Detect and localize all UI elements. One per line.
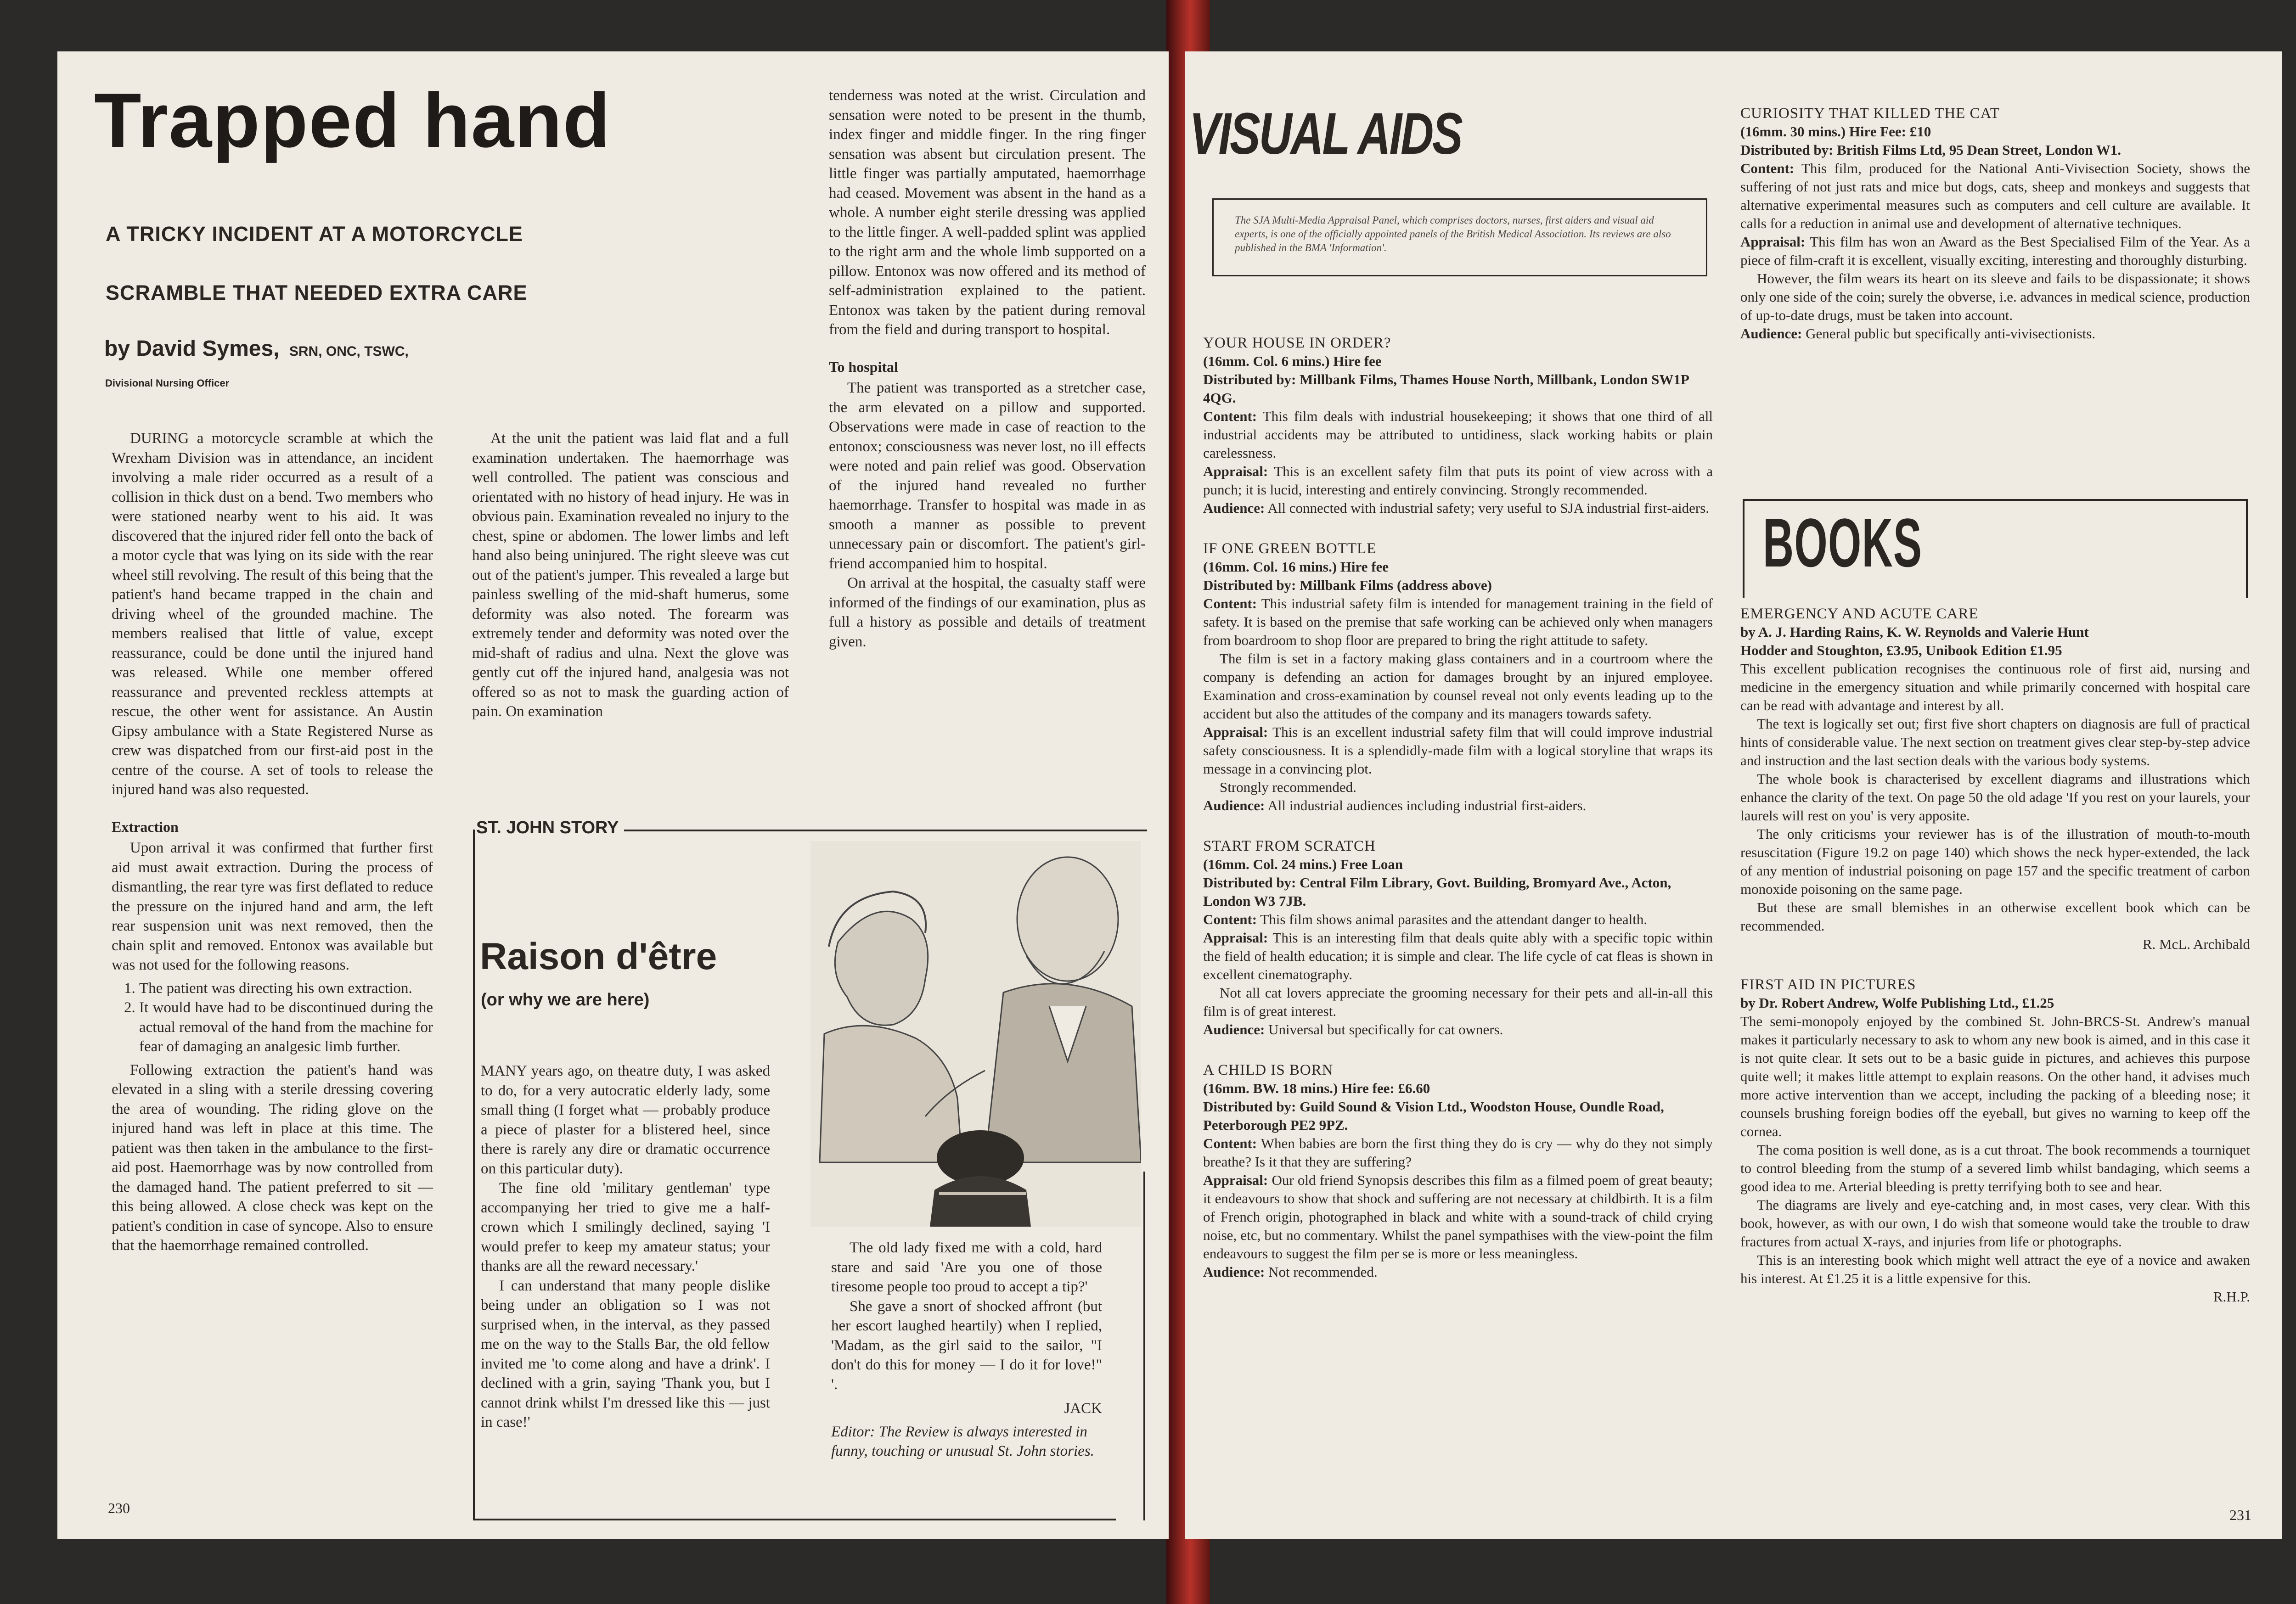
paragraph: The patient was transported as a stretcher case, the arm elevated on a pillow and supported. Observations were made in case of reaction to the entonox; consciousness was never lost, no ill effects were noted and pain relief was good. Observation of the injured hand revealed no further haemorrhage. Transfer to hospital was made in as smooth a manner as possible to prevent unnecessary pain or discomfort. The patient's girl-friend accompanied him to hospital. [829, 380, 1146, 572]
film-content-text: This industrial safety film is intended for management training in the field of safety. It is based on the premise that safe working can be achieved only when managers from boardroom to shop floor are prepared to bring the right attitude to safety. [1203, 595, 1713, 648]
film-audience-text: Universal but specifically for cat owners. [1268, 1021, 1503, 1038]
content-label: Content: [1203, 1135, 1257, 1151]
film-spec: (16mm. Col. 6 mins.) Hire fee [1203, 353, 1382, 369]
paragraph: MANY years ago, on theatre duty, I was asked to do, for a very autocratic elderly lady, some small thing (I forget what — probably produce a piece of plaster for a blistered heel, since there is rarely any dire or dramatic occurrence on this particular duty). [481, 1063, 770, 1177]
film-audience-text: All industrial audiences including industrial first-aiders. [1267, 797, 1587, 813]
film-audience [1740, 325, 2250, 343]
panel-intro-text: The SJA Multi-Media Appraisal Panel, which comprises doctors, nurses, first aiders and visual aid experts, is one of the officially appointed panels of the British Medical Association. Its reviews are also published in the BMA 'Information'. [1235, 214, 1671, 253]
film-spec: (16mm. Col. 24 mins.) Free Loan [1203, 856, 1403, 872]
paragraph: I can understand that many people dislike being under an obligation so I was not surprised when, in the interval, as they passed me on the way to the Stalls Bar, the old fellow invited me 'to come along and have a drink'. I declined with a grin, saying 'Thank you, but I cannot drink whilst I'm dressed like this — just in case!' [481, 1277, 770, 1430]
film-extra: Not all cat lovers appreciate the grooming necessary for their pets and all-in-all this film is of great interest. [1203, 985, 1713, 1019]
books-heading-box [1743, 499, 2248, 598]
article-subtitle-line2: SCRAMBLE THAT NEEDED EXTRA CARE [106, 281, 528, 304]
film-title: CURIOSITY THAT KILLED THE CAT [1740, 105, 2000, 122]
book-title: FIRST AID IN PICTURES [1740, 976, 1916, 993]
film-content-text: This film shows animal parasites and the attendant danger to health. [1260, 911, 1648, 927]
st-john-story-box-rule-right [1143, 1172, 1145, 1520]
film-appraisal-text: This is an excellent industrial safety film that will could improve industrial safety consciousness. It is a splendidly-made film with a logical storyline that wraps its message in a convincing plot. [1203, 724, 1713, 777]
film-spec: (16mm. BW. 18 mins.) Hire fee: £6.60 [1203, 1080, 1430, 1096]
content-label: Content: [1203, 911, 1257, 927]
film-review-green-bottle [1203, 539, 1713, 815]
story-signature: JACK [1064, 1400, 1102, 1417]
films-column [1203, 334, 1713, 1281]
reasons-list [112, 979, 433, 1057]
film-spec: (16mm. 30 mins.) Hire Fee: £10 [1740, 123, 1931, 140]
film-appraisal-text: This film has won an Award as the Best Specialised Film of the Year. As a piece of film-craft it is excellent, visually exciting, interesting and thoroughly disturbing. [1740, 234, 2250, 268]
st-john-story-label: ST. JOHN STORY [471, 818, 624, 838]
film-distributor: Distributed by: Guild Sound & Vision Ltd., Woodston House, Oundle Road, Peterborough PE2 9PZ. [1203, 1099, 1664, 1133]
article-title: Trapped hand [94, 77, 611, 163]
paragraph: The old lady fixed me with a cold, hard stare and said 'Are you one of those tiresome people too proud to accept a tip?' [831, 1239, 1102, 1295]
reviewer-signature: R. McL. Archibald [2142, 936, 2250, 952]
film-appraisal [1203, 929, 1713, 984]
book-publisher: by Dr. Robert Andrew, Wolfe Publishing Ltd., £1.25 [1740, 995, 2054, 1011]
film-spec: (16mm. Col. 16 mins.) Hire fee [1203, 559, 1389, 575]
film-appraisal-text: Our old friend Synopsis describes this film as a filmed poem of great beauty; it endeavours to show that shock and suffering are not necessary at childbirth. It is a film of French origin, photographed in black and white with a sound-track of child crying noise, etc, but no commentary. Whilst the panel sympathises with the view-point the film endeavours to suggest the film per se is more or less meaningless. [1203, 1172, 1713, 1262]
content-label: Content: [1203, 595, 1257, 611]
film-content [1203, 1134, 1713, 1171]
book-publisher: Hodder and Stoughton, £3.95, Unibook Edition £1.95 [1740, 642, 2062, 658]
appraisal-label: Appraisal: [1203, 463, 1268, 479]
article-column-2 [472, 429, 789, 722]
film-distributor: Distributed by: Central Film Library, Govt. Building, Bromyard Ave., Acton, London W3 7JB. [1203, 875, 1671, 909]
paragraph: On arrival at the hospital, the casualty staff were informed of the findings of our examination, plus as full a history as possible and details of treatment given. [829, 575, 1146, 650]
audience-label: Audience: [1203, 500, 1265, 516]
audience-label: Audience: [1203, 797, 1265, 813]
paragraph: This excellent publication recognises the continuous role of first aid, nursing and medicine in the emergency situation and while primarily concerned with hospital care can be read with advantage and interest by all. [1740, 661, 2250, 713]
paragraph: The coma position is well done, as is a cut throat. The book recommends a tourniquet to control bleeding from the stump of a severed limb whilst bandaging, which seems a good idea to me. Arterial bleeding is pretty terrifying both to see and hear. [1740, 1142, 2250, 1195]
editor-note: Editor: The Review is always interested in funny, touching or unusual St. John stories. [831, 1423, 1094, 1459]
appraisal-label: Appraisal: [1740, 234, 1806, 250]
film-audience [1203, 1021, 1713, 1039]
byline-role: Divisional Nursing Officer [105, 377, 230, 389]
paragraph: The diagrams are lively and eye-catching and, in most cases, very clear. With this book, however, as with our own, I do wish that someone would take the trouble to draw fractures from actual X-rays, and injuries from life or photographs. [1740, 1197, 2250, 1250]
paragraph: Following extraction the patient's hand was elevated in a sling with a sterile dressing covering the area of wounding. The riding glove on the injured hand was left in place at this time. The patient was then taken in the ambulance to the first-aid post. Haemorrhage was by now controlled from the damaged hand. The patient preferred to sit — this being allowed. A close check was kept on the patient's condition in case of syncope. Also to ensure that the haemorrhage remained controlled. [112, 1061, 433, 1254]
film-review-your-house [1203, 334, 1713, 517]
list-item: 1. The patient was directing his own extraction. [139, 979, 433, 998]
film-title: START FROM SCRATCH [1203, 838, 1376, 854]
section-heading-to-hospital: To hospital [829, 358, 898, 375]
paragraph: At the unit the patient was laid flat and a full examination undertaken. The haemorrhage was well controlled. The patient was conscious and orientated with no history of head injury. He was in obvious pain. Examination revealed no injury to the chest, spine or abdomen. The lower limbs and left hand also being uninjured. The right sleeve was cut out of the patient's jumper. This revealed a large but painless swelling of the mid-shaft humerus, some deformity was also noted. The forearm was extremely tender and deformity was noted over the mid-shaft of radius and ulna. Next the glove was gently cut off the injured hand, analgesia was not offered so as not to mask the guarding action of pain. On examination [472, 430, 789, 720]
film-extra: However, the film wears its heart on its sleeve and fails to be dispassionate; it shows only one side of the coin; surely the obverse, i.e. advances in medical science, production of up-to-date drugs, must be taken into account. [1740, 270, 2250, 323]
film-appraisal-2: Strongly recommended. [1220, 779, 1356, 795]
book-authors: by A. J. Harding Rains, K. W. Reynolds and Valerie Hunt [1740, 624, 2089, 640]
story-column-1 [481, 1061, 770, 1432]
content-label: Content: [1203, 408, 1257, 424]
film-distributor: Distributed by: Millbank Films, Thames House North, Millbank, London SW1P 4QG. [1203, 371, 1689, 406]
paragraph: tenderness was noted at the wrist. Circulation and sensation were noted to be present in the thumb, index finger and middle finger. In the ring finger sensation was absent but circulation present. The little finger was partially amputated, haemorrhage had ceased. Movement was absent in the hand as a whole. A number eight sterile dressing was applied to the little finger. A well-padded splint was applied to the right arm and the whole limb supported on a pillow. Entonox was now offered and its method of self-administration explained to the patient. Entonox was taken by the patient during removal from the field and during transport to hospital. [829, 87, 1146, 338]
left-page [57, 51, 1169, 1539]
film-review-start-from-scratch [1203, 837, 1713, 1039]
film-title: IF ONE GREEN BOTTLE [1203, 540, 1377, 557]
film-content [1740, 159, 2250, 233]
film-content [1203, 594, 1713, 650]
story-column-2 [831, 1238, 1102, 1461]
film-audience [1203, 796, 1713, 815]
books-heading: BOOKS [1763, 504, 1923, 581]
books-column [1740, 605, 2250, 1306]
film-appraisal [1203, 723, 1713, 778]
film-appraisal-text: This is an interesting film that deals quite ably with a specific topic within the field of health education; it is simple and clear. The life cycle of cat fleas is shown in excellent cinematography. [1203, 930, 1713, 982]
appraisal-label: Appraisal: [1203, 1172, 1268, 1188]
list-item: 2. It would have had to be discontinued during the actual removal of the hand from the machine for fear of damaging an analgesic limb further. [139, 998, 433, 1057]
page-number-right: 231 [2229, 1507, 2251, 1523]
byline [104, 336, 409, 361]
film-appraisal [1203, 462, 1713, 499]
paragraph: She gave a snort of shocked affront (but her escort laughed heartily) when I replied, 'Madam, as the girl said to the sailor, "I don't do this for money — I do it for love!" '. [831, 1298, 1102, 1393]
film-review-a-child-is-born [1203, 1061, 1713, 1281]
film-content-text: When babies are born the first thing they do is cry — why do they not simply breathe? Is it that they are suffering? [1203, 1135, 1713, 1170]
page-number-left: 230 [108, 1500, 130, 1516]
appraisal-label: Appraisal: [1203, 930, 1268, 946]
paragraph: But these are small blemishes in an otherwise excellent book which can be recommended. [1740, 899, 2250, 934]
paragraph: This is an interesting book which might well attract the eye of a novice and awaken his interest. At £1.25 it is a little expensive for this. [1740, 1252, 2250, 1286]
paragraph: The fine old 'military gentleman' type accompanying her tried to give me a half-crown which I smilingly declined, saying 'I would prefer to keep my amateur status; your thanks are all the reward necessary.' [481, 1180, 770, 1274]
film-audience-text: Not recommended. [1268, 1264, 1378, 1280]
article-subtitle-line1: A TRICKY INCIDENT AT A MOTORCYCLE [106, 222, 523, 246]
right-page [1185, 51, 2282, 1539]
reviewer-signature: R.H.P. [2213, 1289, 2250, 1305]
paragraph: The whole book is characterised by excellent diagrams and illustrations which enhance the clarity of the text. On page 50 the old adage 'If you rest on your laurels, your laurels will rest on you' is very apposite. [1740, 771, 2250, 824]
audience-label: Audience: [1203, 1021, 1265, 1038]
appraisal-label: Appraisal: [1203, 724, 1268, 740]
book-review-emergency-acute-care [1740, 605, 2250, 953]
film-audience [1203, 1263, 1713, 1281]
st-john-story-box-rule-left [473, 830, 475, 1520]
audience-label: Audience: [1740, 325, 1802, 342]
paragraph: The semi-monopoly enjoyed by the combined St. John-BRCS-St. Andrew's manual makes it particularly necessary to ask to whom any new book is aimed, and in this case it is not quite clear. It sets out to be a basic guide in pictures, and achieves this purpose quite well; it makes little attempt to explain reasons. On the other hand, it advises much more active intervention than we accept, including the packing of a bleeding nose; it counsels brushing foreign bodies off the eyeball, but gives no warning to keep off the cornea. [1740, 1013, 2250, 1139]
byline-qualifications: SRN, ONC, TSWC, [289, 344, 409, 359]
film-content-text: This film deals with industrial housekeeping; it shows that one third of all industrial accidents may be attributed to untidiness, slack working habits or plain carelessness. [1203, 408, 1713, 461]
film-audience-text: General public but specifically anti-vivisectionists. [1806, 325, 2096, 342]
film-title: YOUR HOUSE IN ORDER? [1203, 335, 1391, 351]
film-appraisal [1740, 233, 2250, 269]
book-title: EMERGENCY AND ACUTE CARE [1740, 606, 1979, 622]
film-content [1203, 407, 1713, 462]
story-title: Raison d'être [480, 936, 717, 977]
paragraph: DURING a motorcycle scramble at which the Wrexham Division was in attendance, an incident involving a male rider occurred as a result of a collision in thick dust on a bend. Two members who were stationed nearby went to his aid. It was discovered that the injured rider fell onto the back of a motor cycle that was lying on its side with the rear wheel still revolving. The result of this being that the patient's hand became trapped in the chain and driving wheel of the grounded machine. The members realised that little of value, except reassurance, could be done until the injured hand was released. While one member offered reassurance and prevented reckless attempts at rescue, the other went for assistance. An Austin Gipsy ambulance with a State Registered Nurse as crew was dispatched from our first-aid post in the centre of the course. A set of tools to release the injured hand was also requested. [112, 430, 433, 798]
content-label: Content: [1740, 160, 1795, 176]
film-content [1203, 910, 1713, 929]
article-column-3 [829, 86, 1146, 651]
film-audience [1203, 499, 1713, 517]
paragraph: Upon arrival it was confirmed that further first aid must await extraction. During the process of dismantling, the rear tyre was first deflated to reduce the pressure on the injured hand and arm, the left rear suspension unit was next removed, then the chain split and removed. Entonox was available but was not used for the following reasons. [112, 840, 433, 973]
film-distributor: Distributed by: British Films Ltd, 95 Dean Street, London W1. [1740, 142, 2122, 158]
film-appraisal [1203, 1171, 1713, 1263]
story-subtitle: (or why we are here) [481, 990, 650, 1010]
film-appraisal-text: This is an excellent safety film that puts its point of view across with a punch; it is lucid, interesting and entirely convincing. Strongly recommended. [1203, 463, 1713, 498]
cartoon-illustration-svg [810, 841, 1141, 1227]
paragraph: The text is logically set out; first five short chapters on diagnosis are full of practical hints of considerable value. The next section on treatment gives clear step-by-step advice and instruction and the last section deals with the various body systems. [1740, 716, 2250, 768]
st-john-story-box-rule-bottom [473, 1519, 1116, 1520]
film-extra: The film is set in a factory making glass containers and in a courtroom where the company is defending an action for damages brought by an injured employee. Examination and cross-examination by counsel reveal not only events leading up to the accident but also the attitudes of the company and its managers towards safety. [1203, 651, 1713, 722]
film-audience-text: All connected with industrial safety; very useful to SJA industrial first-aiders. [1267, 500, 1710, 516]
film-content-text: This film, produced for the National Anti-Vivisection Society, shows the suffering of not just rats and mice but dogs, cats, sheep and monkeys and suggests that alternative experimental measures such as computers and cell culture are available. It calls for a reduction in animal use and development of alternative techniques. [1740, 160, 2250, 231]
article-column-1 [112, 429, 433, 1256]
book-review-first-aid-in-pictures [1740, 976, 2250, 1306]
film-title: A CHILD IS BORN [1203, 1062, 1334, 1078]
film-distributor: Distributed by: Millbank Films (address above) [1203, 577, 1492, 593]
panel-intro-box [1212, 198, 1707, 276]
audience-label: Audience: [1203, 1264, 1265, 1280]
cartoon-illustration [810, 841, 1141, 1227]
byline-author: by David Symes, [104, 337, 280, 361]
paragraph: The only criticisms your reviewer has is of the illustration of mouth-to-mouth resuscitation (Figure 19.2 on page 140) which shows the neck hyper-extended, the lack of any mention of industrial poisoning on page 157 and the specific treatment of carbon monoxide poisoning on the same page. [1740, 826, 2250, 897]
visual-aids-title: VISUAL AIDS [1189, 101, 1462, 167]
cat-film-review [1740, 104, 2250, 343]
section-heading-extraction: Extraction [112, 818, 179, 835]
